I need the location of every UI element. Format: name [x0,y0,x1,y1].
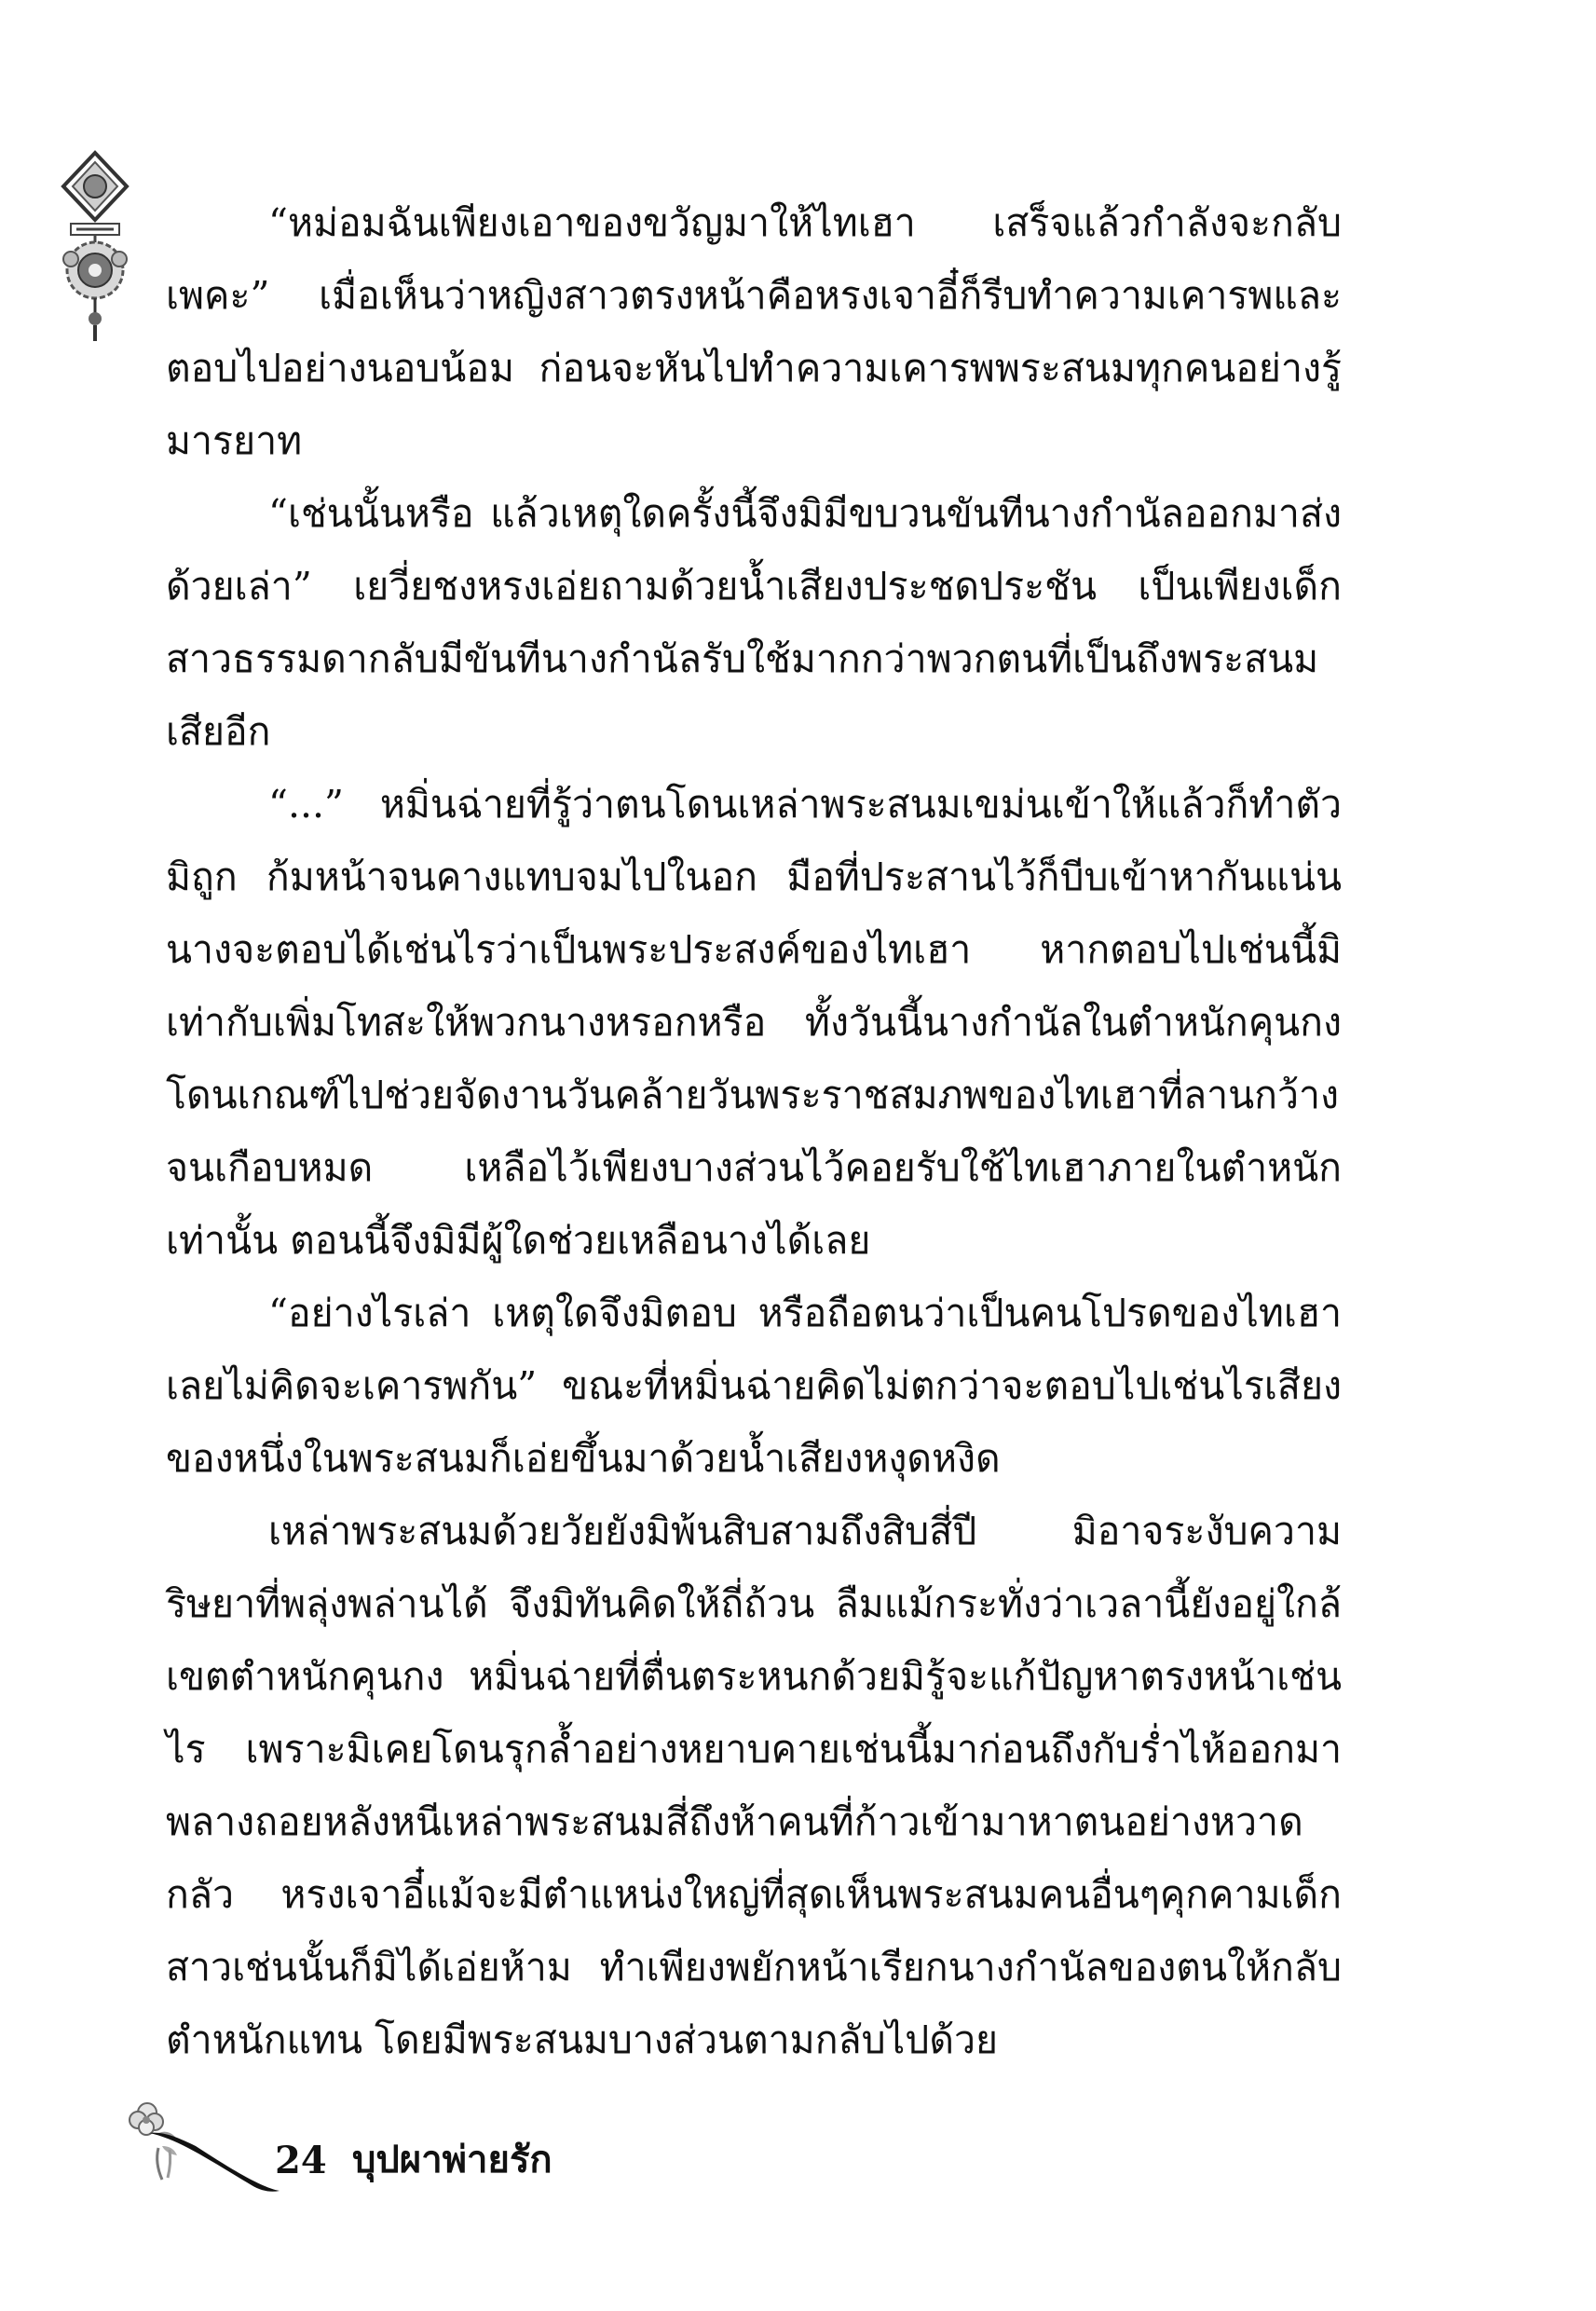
paragraph: “เช่นนั้นหรือ แล้วเหตุใดครั้งนี้จึงมิมีขบวนขันทีนางกำนัลออกมาส่งด้วยเล่า” เยวี่ยชงหรงเอ่ยถามด้วยน้ำเสียงประชดประชัน เป็นเพียงเด็กสาวธรรมดากลับมีขันทีนางกำนัลรับใช้มากกว่าพวกตนที่เป็นถึงพระสนมเสียอีก [166,491,1342,754]
book-title: บุปผาพ่ายรัก [352,2139,552,2181]
paragraph: “...” หมิ่นฉ่ายที่รู้ว่าตนโดนเหล่าพระสนมเขม่นเข้าให้แล้วก็ทำตัวมิถูก ก้มหน้าจนคางแทบจมไปในอก มือที่ประสานไว้ก็บีบเข้าหากันแน่นนางจะตอบได้เช่นไรว่าเป็นพระประสงค์ของไทเฮา หากตอบไปเช่นนี้มิเท่ากับเพิ่มโทสะให้พวกนางหรอกหรือ ทั้งวันนี้นางกำนัลในตำหนักคุนกงโดนเกณฑ์ไปช่วยจัดงานวันคล้ายวันพระราชสมภพของไทเฮาที่ลานกว้างจนเกือบหมด เหลือไว้เพียงบางส่วนไว้คอยรับใช้ไทเฮาภายในตำหนักเท่านั้น ตอนนี้จึงมิมีผู้ใดช่วยเหลือนางได้เลย [166,782,1342,1263]
paragraph: เหล่าพระสนมด้วยวัยยังมิพ้นสิบสามถึงสิบสี่ปี มิอาจระงับความริษยาที่พลุ่งพล่านได้ จึงมิทันคิดให้ถี่ถ้วน ลืมแม้กระทั่งว่าเวลานี้ยังอยู่ใกล้เขตตำหนักคุนกง หมิ่นฉ่ายที่ตื่นตระหนกด้วยมิรู้จะแก้ปัญหาตรงหน้าเช่นไร เพราะมิเคยโดนรุกล้ำอย่างหยาบคายเช่นนี้มาก่อนถึงกับร่ำไห้ออกมา พลางถอยหลังหนีเหล่าพระสนมสี่ถึงห้าคนที่ก้าวเข้ามาหาตนอย่างหวาดกลัว หรงเจาอี๋แม้จะมีตำแหน่งใหญ่ที่สุดเห็นพระสนมคนอื่นๆคุกคามเด็กสาวเช่นนั้นก็มิได้เอ่ยห้าม ทำเพียงพยักหน้าเรียกนางกำนัลของตนให้กลับตำหนักแทน โดยมีพระสนมบางส่วนตามกลับไปด้วย [166,1509,1342,2062]
decorative-emblem-icon [58,149,132,345]
paragraph: “หม่อมฉันเพียงเอาของขวัญมาให้ไทเฮา เสร็จแล้วกำลังจะกลับเพคะ” เมื่อเห็นว่าหญิงสาวตรงหน้าคือหรงเจาอี๋ก็รีบทำความเคารพและตอบไปอย่างนอบน้อม ก่อนจะหันไปทำความเคารพพระสนมทุกคนอย่างรู้มารยาท [166,200,1342,463]
chapter-text [166,186,1342,2076]
page-number: 24 [275,2139,327,2182]
paragraph: “อย่างไรเล่า เหตุใดจึงมิตอบ หรือถือตนว่าเป็นคนโปรดของไทเฮาเลยไม่คิดจะเคารพกัน” ขณะที่หมิ่นฉ่ายคิดไม่ตกว่าจะตอบไปเช่นไรเสียงของหนึ่งในพระสนมก็เอ่ยขึ้นมาด้วยน้ำเสียงหงุดหงิด [166,1291,1342,1481]
page-footer [121,2092,773,2204]
